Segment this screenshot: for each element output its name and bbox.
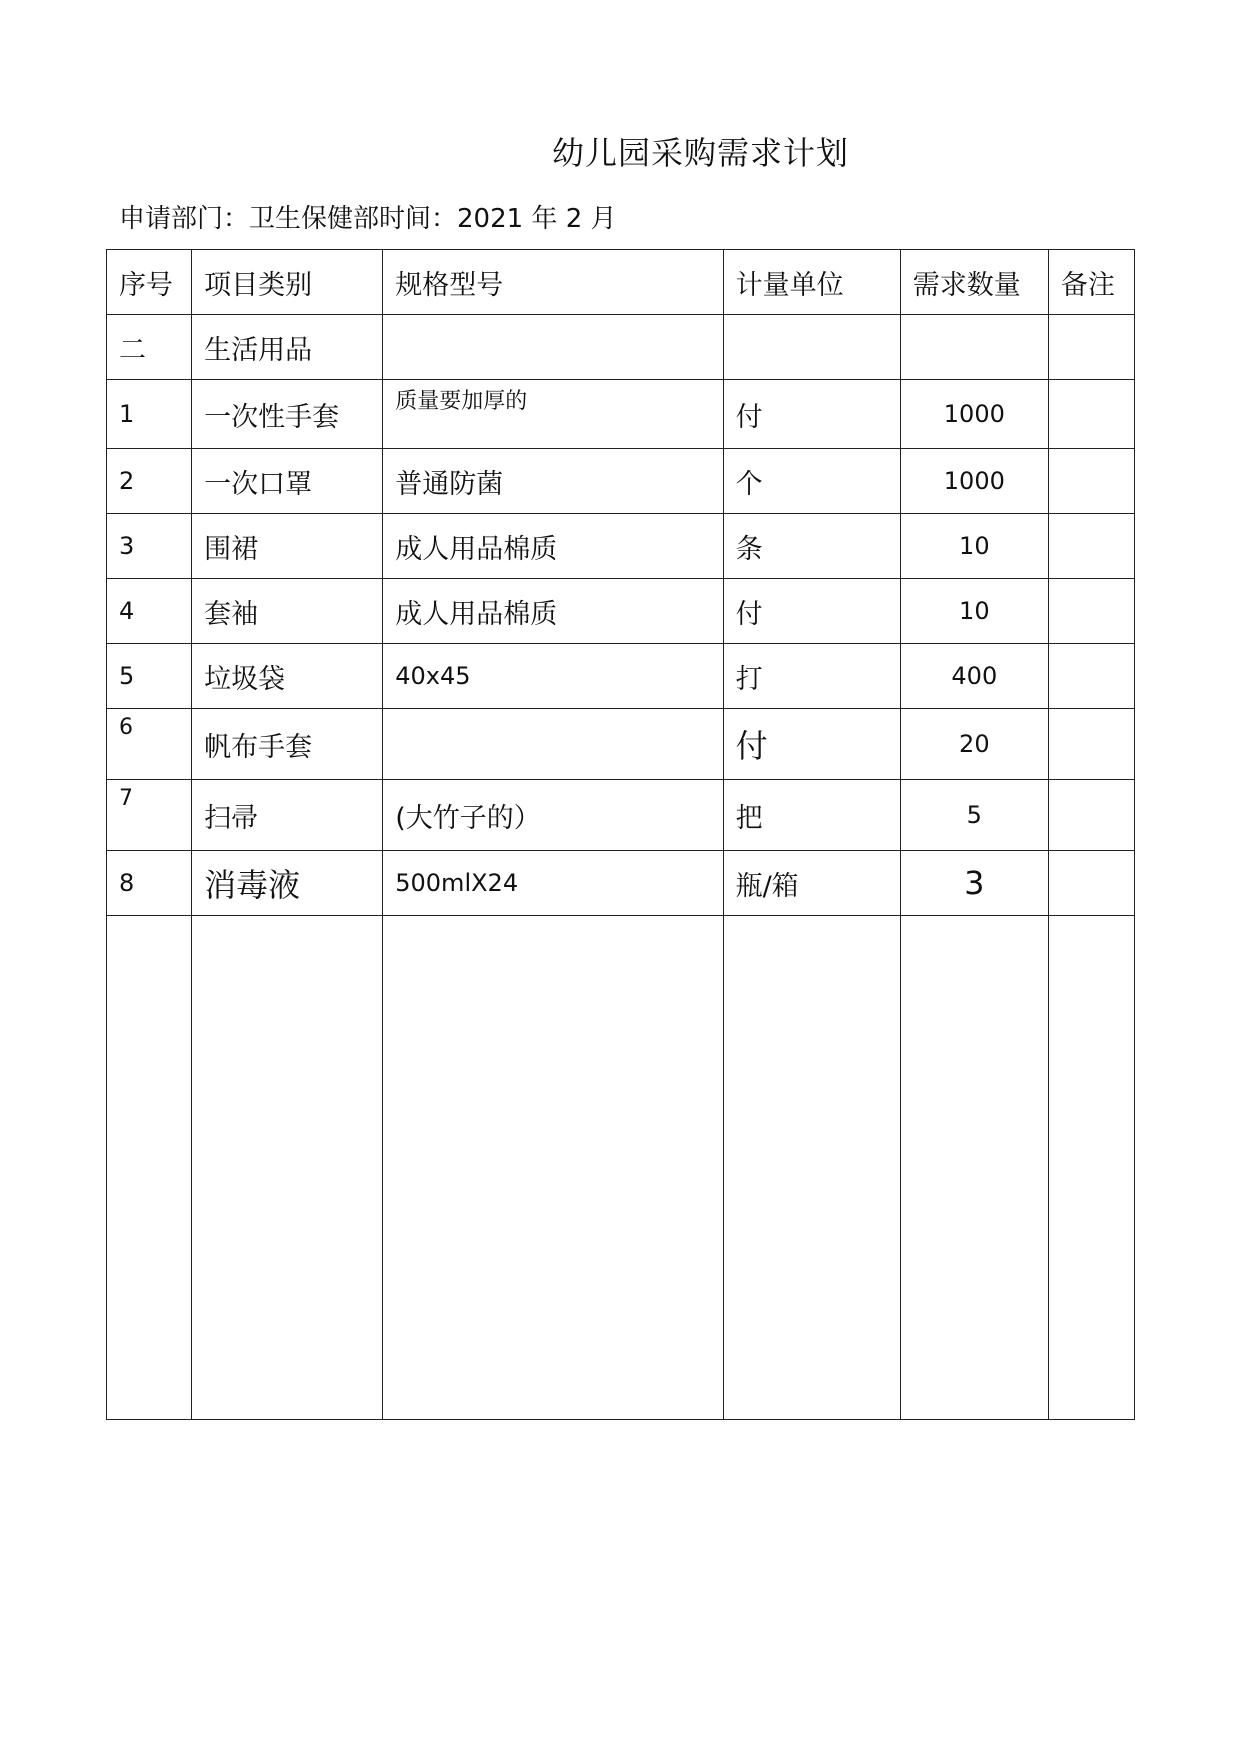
cell-no: 1 [107,380,192,449]
cell-spec: 500mlX24 [383,851,723,916]
table-row [107,315,1135,380]
blank-cell [107,916,192,1420]
cell-no: 8 [107,851,192,916]
cell-spec: 40x45 [383,644,723,709]
table-row [107,514,1135,579]
header-spec: 规格型号 [383,250,723,315]
cell-item: 垃圾袋 [192,644,383,709]
cell-qty: 1000 [900,449,1048,514]
blank-row [107,916,1135,1420]
cell-unit [723,315,900,380]
blank-cell [383,916,723,1420]
cell-note [1048,644,1134,709]
cell-unit: 个 [723,449,900,514]
cell-note [1048,380,1134,449]
cell-spec: (大竹子的） [383,780,723,851]
cell-spec: 成人用品棉质 [383,579,723,644]
cell-item: 一次性手套 [192,380,383,449]
cell-item: 一次口罩 [192,449,383,514]
cell-spec [383,315,723,380]
cell-spec [383,709,723,780]
table-row [107,780,1135,851]
cell-unit: 付 [723,380,900,449]
header-qty: 需求数量 [900,250,1048,315]
header-item: 项目类别 [192,250,383,315]
cell-spec: 普通防菌 [383,449,723,514]
cell-qty: 3 [900,851,1048,916]
cell-unit: 瓶/箱 [723,851,900,916]
cell-qty: 400 [900,644,1048,709]
header-no: 序号 [107,250,192,315]
cell-no: 7 [107,780,192,851]
cell-note [1048,709,1134,780]
cell-note [1048,579,1134,644]
table-row [107,709,1135,780]
cell-note [1048,449,1134,514]
cell-no: 2 [107,449,192,514]
table-row [107,579,1135,644]
cell-item: 扫帚 [192,780,383,851]
cell-no: 6 [107,709,192,780]
cell-no: 二 [107,315,192,380]
cell-spec: 质量要加厚的 [383,380,723,449]
document-title: 幼儿园采购需求计划 [551,134,849,172]
cell-item: 生活用品 [192,315,383,380]
cell-qty: 5 [900,780,1048,851]
cell-item: 帆布手套 [192,709,383,780]
cell-note [1048,780,1134,851]
table-row [107,851,1135,916]
blank-cell [192,916,383,1420]
cell-note [1048,315,1134,380]
cell-qty: 10 [900,514,1048,579]
blank-cell [900,916,1048,1420]
cell-no: 5 [107,644,192,709]
table-row [107,449,1135,514]
cell-qty: 10 [900,579,1048,644]
cell-note [1048,514,1134,579]
cell-note [1048,851,1134,916]
cell-qty [900,315,1048,380]
cell-item: 套袖 [192,579,383,644]
cell-qty: 1000 [900,380,1048,449]
blank-cell [723,916,900,1420]
cell-no: 4 [107,579,192,644]
cell-no: 3 [107,514,192,579]
table-row [107,380,1135,449]
procurement-table [106,249,1135,1420]
cell-unit: 条 [723,514,900,579]
request-meta: 申请部门：卫生保健部时间：2021 年 2 月 [119,204,617,234]
cell-qty: 20 [900,709,1048,780]
cell-unit: 打 [723,644,900,709]
cell-spec: 成人用品棉质 [383,514,723,579]
header-note: 备注 [1048,250,1134,315]
table-row [107,644,1135,709]
blank-cell [1048,916,1134,1420]
cell-item: 消毒液 [192,851,383,916]
cell-item: 围裙 [192,514,383,579]
cell-unit: 把 [723,780,900,851]
cell-unit: 付 [723,579,900,644]
cell-unit: 付 [723,709,900,780]
header-unit: 计量单位 [723,250,900,315]
table-header-row [107,250,1135,315]
